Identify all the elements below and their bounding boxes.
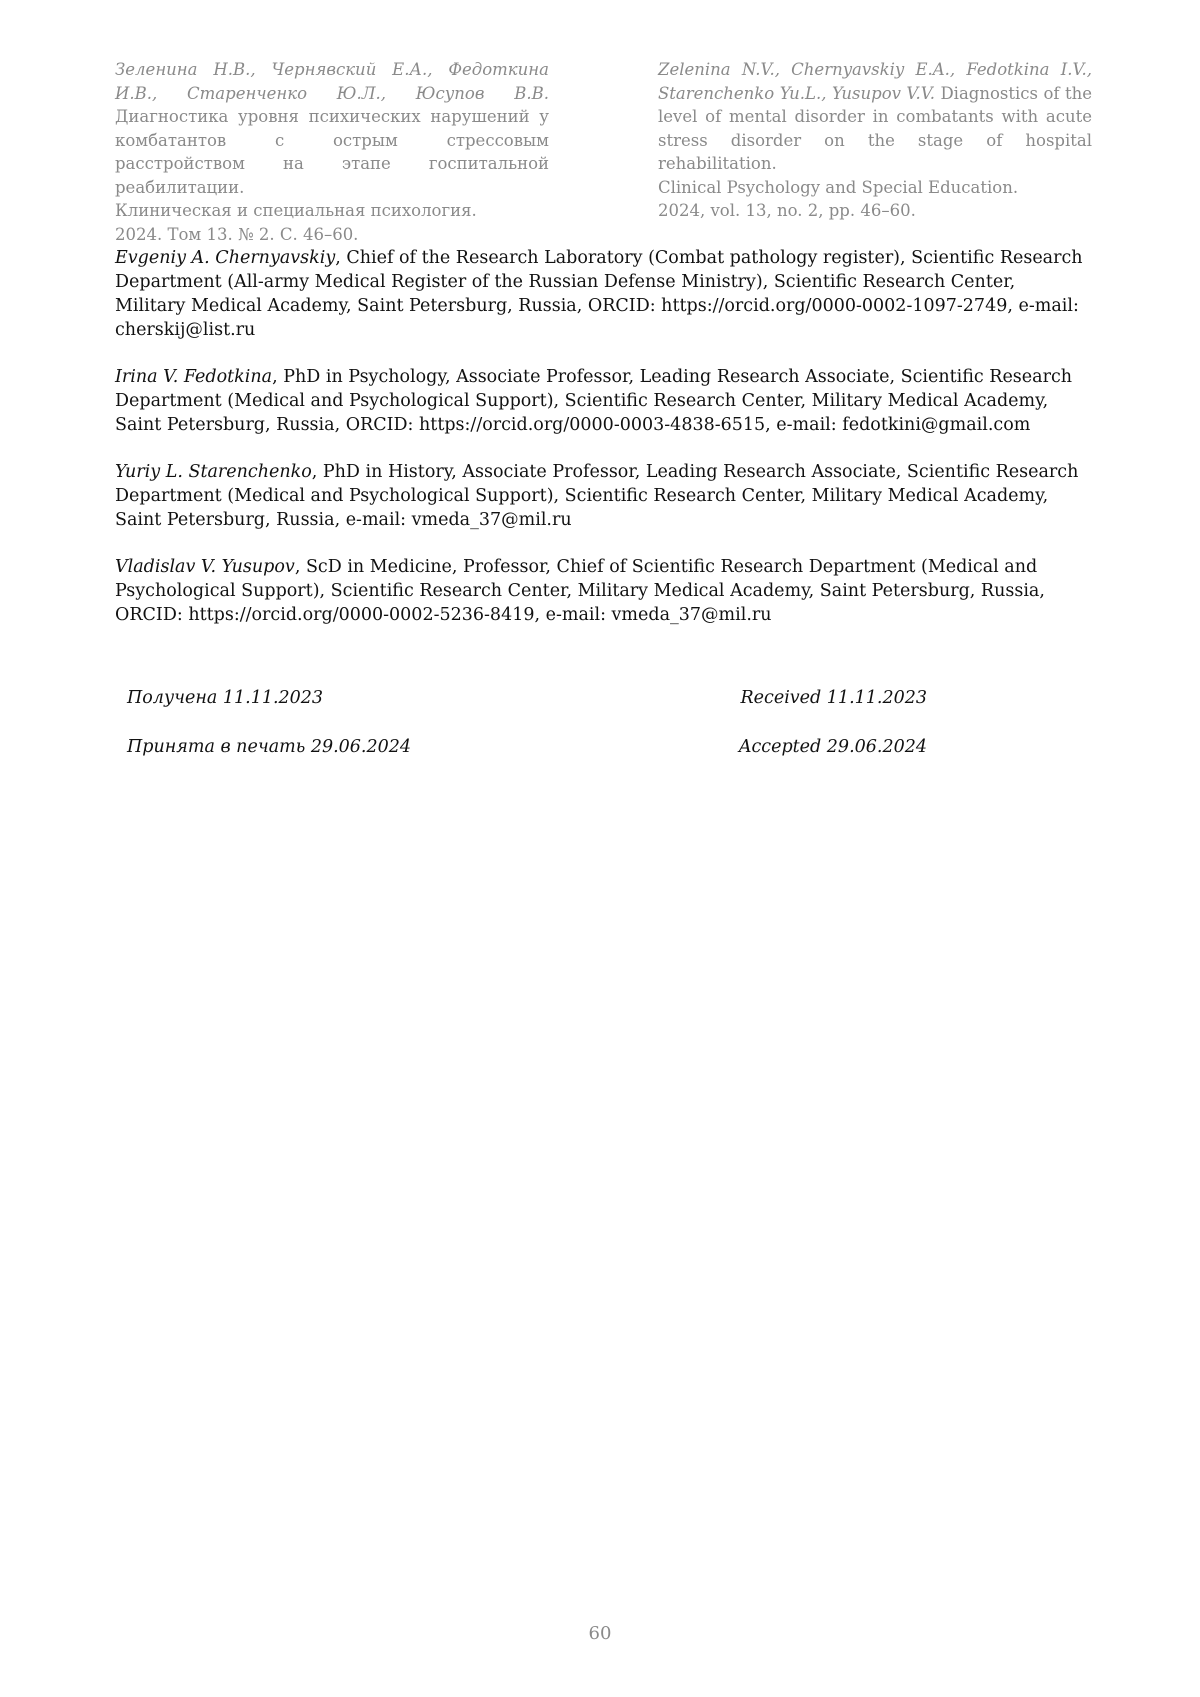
citation-en-title: Diagnostics of the level of mental disorder in combatants with acute stress disorder on the stage of hospital rehabilitation. (658, 83, 1092, 173)
citation-ru-authors: Зеленина Н.В., Чернявский Е.А., Федоткина И.В., Старенченко Ю.Л., Юсупов В.В. (115, 60, 549, 103)
author-name: Evgeniy A. Chernyavskiy (115, 248, 336, 268)
author-bios (115, 246, 1090, 650)
citation-ru-title: Диагностика уровня психических нарушений у комбатантов с острым стрессовым расстройством на этапе госпитальной реабилитации. (115, 107, 549, 197)
citation-en-authors: Zelenina N.V., Chernyavskiy E.A., Fedotkina I.V., Starenchenko Yu.L., Yusupov V.V. (658, 60, 1092, 103)
running-header (115, 58, 1092, 246)
author-name: Irina V. Fedotkina (115, 367, 273, 387)
accepted-row (127, 735, 927, 784)
author-details: , Chief of the Research Laboratory (Combat pathology register), Scientific Research Department (All-army Medical Register of the Russian Defense Ministry), Scientific Research Center, Military Medical Academy, Saint Petersburg, Russia, ORCID: https://orcid.org/0000-0002-1097-2749, e-mail: cherskij@list.ru (115, 248, 1083, 340)
author-bio-fedotkina (115, 365, 1090, 437)
author-details: , ScD in Medicine, Professor, Chief of Scientific Research Department (Medical and Psychological Support), Scientific Research Center, Military Medical Academy, Saint Petersburg, Russia, ORCID: https://orcid.org/0000-0002-5236-8419, e-mail: vmeda_37@mil.ru (115, 557, 1045, 625)
citation-ru-journal: Клиническая и специальная психология. (115, 201, 477, 220)
citation-ru (115, 58, 549, 246)
accepted-date-ru: Принята в печать 29.06.2024 (127, 737, 412, 757)
author-name: Vladislav V. Yusupov (115, 557, 295, 577)
page-number: 60 (588, 1623, 612, 1644)
author-bio-starenchenko (115, 460, 1090, 532)
citation-ru-details: 2024. Том 13. № 2. С. 46–60. (115, 224, 359, 244)
author-bio-yusupov (115, 555, 1090, 627)
received-row (127, 686, 927, 735)
citation-en-journal: Clinical Psychology and Special Education. (658, 177, 1019, 197)
author-bio-chernyavskiy (115, 246, 1090, 342)
manuscript-dates (127, 686, 927, 784)
accepted-date-en: Accepted 29.06.2024 (738, 737, 927, 757)
author-details: , PhD in Psychology, Associate Professor, Leading Research Associate, Scientific Research Department (Medical and Psychological Support), Scientific Research Center, Military Medical Academy, Saint Petersburg, Russia, ORCID: https://orcid.org/0000-0003-4838-6515, e-mail: fedotkini@gmail.com (115, 367, 1073, 435)
author-name: Yuriy L. Starenchenko (115, 462, 312, 482)
citation-en (658, 58, 1092, 246)
received-date-en: Received 11.11.2023 (740, 688, 927, 708)
citation-en-details: 2024, vol. 13, no. 2, pp. 46–60. (658, 201, 916, 220)
received-date-ru: Получена 11.11.2023 (127, 688, 324, 708)
author-details: , PhD in History, Associate Professor, Leading Research Associate, Scientific Research Department (Medical and Psychological Support), Scientific Research Center, Military Medical Academy, Saint Petersburg, Russia, e-mail: vmeda_37@mil.ru (115, 462, 1079, 530)
